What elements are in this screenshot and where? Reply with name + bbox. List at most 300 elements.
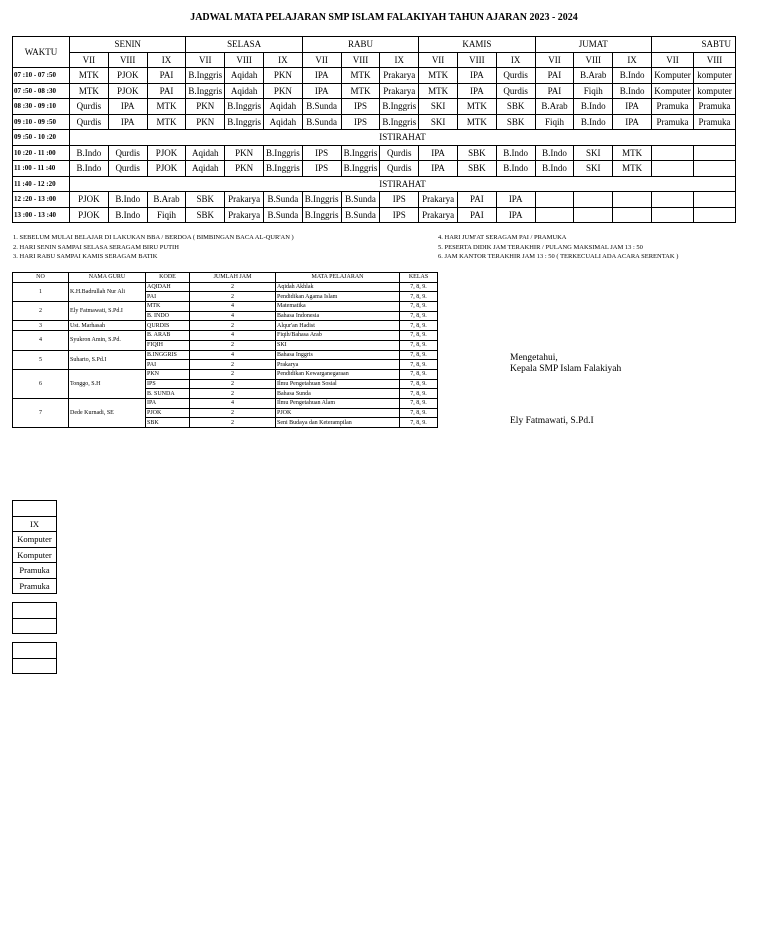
fragment-gap bbox=[13, 634, 57, 643]
class-header: VIII bbox=[574, 52, 613, 68]
class-header: VII bbox=[70, 52, 109, 68]
subject-code: PAI bbox=[146, 292, 190, 302]
time-cell: 12 :20 - 13 :00 bbox=[13, 192, 70, 208]
subject-cell: PKN bbox=[225, 161, 264, 177]
subject-cell: Pramuka bbox=[693, 114, 735, 130]
subject-code: PJOK bbox=[146, 408, 190, 418]
subject-cell bbox=[613, 192, 652, 208]
subject-classes: 7, 8, 9. bbox=[400, 379, 438, 389]
subject-cell: PAI bbox=[457, 207, 496, 223]
class-header: VII bbox=[651, 52, 693, 68]
teacher-name: Tonggo, S.H bbox=[69, 369, 146, 398]
period-row bbox=[13, 99, 736, 115]
subject-cell: IPA bbox=[419, 161, 458, 177]
subject-hours: 4 bbox=[190, 350, 276, 360]
subject-name: Alqur'an Hadist bbox=[276, 321, 400, 331]
fragment-row bbox=[13, 618, 57, 634]
note-line: 2. HARI SENIN SAMPAI SELASA SERAGAM BIRU PUTIH bbox=[13, 243, 179, 251]
subject-cell: komputer bbox=[693, 83, 735, 99]
subject-cell: Qurdis bbox=[380, 161, 419, 177]
subject-hours: 2 bbox=[190, 408, 276, 418]
fragment-table bbox=[12, 500, 57, 674]
subject-cell: Qurdis bbox=[70, 114, 109, 130]
note-line: 6. JAM KANTOR TERAKHIR JAM 13 : 50 ( TERKECUALI ADA ACARA SERENTAK ) bbox=[438, 253, 679, 260]
period-row bbox=[13, 68, 736, 84]
subject-name: Pendidikan Agama Islam bbox=[276, 292, 400, 302]
subject-cell: IPS bbox=[380, 192, 419, 208]
teacher-col-header: KELAS bbox=[400, 273, 438, 283]
fragment-cell: Pramuka bbox=[13, 563, 57, 579]
period-row bbox=[13, 161, 736, 177]
class-header: VIII bbox=[457, 52, 496, 68]
subject-code: AQIDAH bbox=[146, 282, 190, 292]
subject-hours: 2 bbox=[190, 369, 276, 379]
subject-cell: Aqidah bbox=[186, 161, 225, 177]
subject-hours: 2 bbox=[190, 292, 276, 302]
subject-cell: B.Inggris bbox=[341, 161, 380, 177]
subject-cell: PAI bbox=[457, 192, 496, 208]
subject-classes: 7, 8, 9. bbox=[400, 282, 438, 292]
subject-code: IPS bbox=[146, 379, 190, 389]
subject-cell bbox=[693, 161, 735, 177]
subject-cell bbox=[651, 161, 693, 177]
subject-cell: komputer bbox=[693, 68, 735, 84]
period-row bbox=[13, 83, 736, 99]
subject-code: B. INDO bbox=[146, 311, 190, 321]
note-line: 1. SEBELUM MULAI BELAJAR DI LAKUKAN BBA / BERDOA ( BIMBINGAN BACA AL-QUR'AN ) bbox=[13, 234, 294, 241]
subject-name: Ilmu Pengetahuan Alam bbox=[276, 398, 400, 408]
teacher-row bbox=[13, 369, 438, 379]
fragment-row bbox=[13, 603, 57, 619]
subject-name: Aqidah Akhlak bbox=[276, 282, 400, 292]
fragment-row bbox=[13, 634, 57, 643]
subject-cell: PAI bbox=[535, 83, 574, 99]
teacher-row bbox=[13, 302, 438, 312]
subject-classes: 7, 8, 9. bbox=[400, 311, 438, 321]
subject-code: PAI bbox=[146, 360, 190, 370]
subject-cell: B.Indo bbox=[535, 145, 574, 161]
fragment-cell: Komputer bbox=[13, 532, 57, 548]
subject-classes: 7, 8, 9. bbox=[400, 360, 438, 370]
subject-cell: MTK bbox=[457, 114, 496, 130]
notes-left bbox=[13, 233, 294, 262]
time-cell: 13 :00 - 13 :40 bbox=[13, 207, 70, 223]
day-header: SENIN bbox=[70, 37, 186, 53]
time-cell: 09 :10 - 09 :50 bbox=[13, 114, 70, 130]
break-row bbox=[13, 176, 736, 192]
subject-hours: 2 bbox=[190, 340, 276, 350]
subject-cell: Qurdis bbox=[108, 161, 147, 177]
teacher-col-header: JUMLAH JAM bbox=[190, 273, 276, 283]
subject-cell: MTK bbox=[341, 83, 380, 99]
subject-hours: 2 bbox=[190, 379, 276, 389]
subject-cell: MTK bbox=[341, 68, 380, 84]
subject-cell: IPS bbox=[341, 114, 380, 130]
subject-hours: 4 bbox=[190, 331, 276, 341]
fragment-row bbox=[13, 563, 57, 579]
subject-cell: PJOK bbox=[70, 207, 109, 223]
subject-cell: B.Sunda bbox=[263, 192, 302, 208]
subject-cell: Aqidah bbox=[263, 114, 302, 130]
subject-cell: MTK bbox=[70, 83, 109, 99]
time-cell: 09 :50 - 10 :20 bbox=[13, 130, 70, 146]
subject-cell: Fiqih bbox=[147, 207, 186, 223]
subject-cell: B.Arab bbox=[147, 192, 186, 208]
subject-code: FIQIH bbox=[146, 340, 190, 350]
subject-cell: PKN bbox=[186, 114, 225, 130]
subject-name: SKI bbox=[276, 340, 400, 350]
subject-name: Fiqih/Bahasa Arab bbox=[276, 331, 400, 341]
subject-name: Prakarya bbox=[276, 360, 400, 370]
subject-cell: Prakarya bbox=[380, 68, 419, 84]
subject-cell: B.Indo bbox=[613, 68, 652, 84]
subject-name: Bahasa Indonesia bbox=[276, 311, 400, 321]
subject-cell: PJOK bbox=[108, 83, 147, 99]
class-header: IX bbox=[613, 52, 652, 68]
note-line: 5. PESERTA DIDIK JAM TERAKHIR / PULANG MAKSIMAL JAM 13 : 50 bbox=[438, 243, 643, 251]
subject-cell bbox=[693, 145, 735, 161]
period-row bbox=[13, 145, 736, 161]
subject-classes: 7, 8, 9. bbox=[400, 350, 438, 360]
waktu-header: WAKTU bbox=[13, 37, 70, 68]
subject-cell: SKI bbox=[419, 114, 458, 130]
subject-cell: Fiqih bbox=[574, 83, 613, 99]
subject-cell: Pramuka bbox=[651, 99, 693, 115]
day-header: RABU bbox=[302, 37, 418, 53]
time-cell: 11 :00 - 11 :40 bbox=[13, 161, 70, 177]
subject-cell: PJOK bbox=[147, 145, 186, 161]
period-row bbox=[13, 192, 736, 208]
notes-right bbox=[438, 233, 678, 262]
subject-cell: Pramuka bbox=[651, 114, 693, 130]
subject-cell: B.Indo bbox=[496, 161, 535, 177]
day-header: SELASA bbox=[186, 37, 302, 53]
fragment-gap bbox=[13, 594, 57, 603]
teacher-col-header: MATA PELAJARAN bbox=[276, 273, 400, 283]
subject-cell bbox=[535, 207, 574, 223]
subject-cell: B.Inggris bbox=[186, 68, 225, 84]
fragment-empty-cell bbox=[13, 643, 57, 659]
subject-cell: MTK bbox=[419, 68, 458, 84]
class-header: IX bbox=[263, 52, 302, 68]
subject-cell: B.Sunda bbox=[263, 207, 302, 223]
period-row bbox=[13, 207, 736, 223]
subject-cell bbox=[693, 192, 735, 208]
subject-hours: 4 bbox=[190, 398, 276, 408]
day-header: JUMAT bbox=[535, 37, 651, 53]
fragment-cell: Komputer bbox=[13, 547, 57, 563]
class-header: VII bbox=[419, 52, 458, 68]
fragment-row bbox=[13, 594, 57, 603]
subject-cell: MTK bbox=[147, 99, 186, 115]
subject-name: PJOK bbox=[276, 408, 400, 418]
subject-cell: IPA bbox=[302, 68, 341, 84]
subject-hours: 2 bbox=[190, 389, 276, 399]
break-cell: ISTIRAHAT bbox=[70, 176, 736, 192]
subject-classes: 7, 8, 9. bbox=[400, 340, 438, 350]
subject-cell: Prakarya bbox=[419, 207, 458, 223]
fragment-row bbox=[13, 516, 57, 532]
subject-cell: IPA bbox=[613, 114, 652, 130]
subject-name: Seni Budaya dan Keterampilan bbox=[276, 418, 400, 428]
fragment-empty-cell bbox=[13, 658, 57, 674]
subject-cell bbox=[651, 145, 693, 161]
class-header: IX bbox=[147, 52, 186, 68]
teacher-row bbox=[13, 282, 438, 292]
subject-cell: B.Inggris bbox=[380, 114, 419, 130]
subject-name: Matematika bbox=[276, 302, 400, 312]
subject-cell: Prakarya bbox=[225, 207, 264, 223]
subject-name: Bahasa Sunda bbox=[276, 389, 400, 399]
class-header: IX bbox=[380, 52, 419, 68]
teacher-no: 1 bbox=[13, 282, 69, 301]
subject-name: Ilmu Pengetahuan Sosial bbox=[276, 379, 400, 389]
subject-cell: B.Indo bbox=[496, 145, 535, 161]
fragment-row bbox=[13, 643, 57, 659]
day-header: SABTU bbox=[651, 37, 735, 53]
teacher-name: Dede Kurnadi, SE bbox=[69, 398, 146, 427]
teacher-name: Ust. Marhasah bbox=[69, 321, 146, 331]
subject-hours: 2 bbox=[190, 360, 276, 370]
subject-cell: B.Inggris bbox=[302, 192, 341, 208]
fragment-header: IX bbox=[13, 516, 57, 532]
teacher-row bbox=[13, 331, 438, 341]
subject-cell: Qurdis bbox=[70, 99, 109, 115]
time-cell: 10 :20 - 11 :00 bbox=[13, 145, 70, 161]
subject-cell: MTK bbox=[70, 68, 109, 84]
subject-cell: PKN bbox=[263, 83, 302, 99]
subject-cell: SBK bbox=[186, 207, 225, 223]
subject-cell: B.Sunda bbox=[302, 114, 341, 130]
subject-cell: IPA bbox=[302, 83, 341, 99]
fragment-empty-cell bbox=[13, 603, 57, 619]
subject-cell bbox=[574, 192, 613, 208]
subject-code: MTK bbox=[146, 302, 190, 312]
signature-line1: Mengetahui, bbox=[510, 353, 558, 363]
fragment-row bbox=[13, 658, 57, 674]
subject-cell: PKN bbox=[263, 68, 302, 84]
subject-cell: B.Inggris bbox=[380, 99, 419, 115]
subject-classes: 7, 8, 9. bbox=[400, 389, 438, 399]
subject-code: B. ARAB bbox=[146, 331, 190, 341]
class-header: VIII bbox=[693, 52, 735, 68]
subject-cell: B.Inggris bbox=[341, 145, 380, 161]
subject-cell: PKN bbox=[186, 99, 225, 115]
subject-cell: MTK bbox=[419, 83, 458, 99]
subject-cell: PJOK bbox=[147, 161, 186, 177]
subject-hours: 2 bbox=[190, 282, 276, 292]
subject-cell bbox=[613, 207, 652, 223]
subject-cell: PAI bbox=[147, 83, 186, 99]
subject-cell: B.Inggris bbox=[263, 145, 302, 161]
subject-classes: 7, 8, 9. bbox=[400, 408, 438, 418]
subject-cell: PJOK bbox=[70, 192, 109, 208]
subject-cell: IPA bbox=[613, 99, 652, 115]
fragment-row bbox=[13, 532, 57, 548]
subject-cell: MTK bbox=[613, 145, 652, 161]
subject-cell: Prakarya bbox=[225, 192, 264, 208]
subject-cell: MTK bbox=[613, 161, 652, 177]
subject-cell: B.Inggris bbox=[263, 161, 302, 177]
subject-code: PKN bbox=[146, 369, 190, 379]
subject-cell: Qurdis bbox=[380, 145, 419, 161]
subject-classes: 7, 8, 9. bbox=[400, 321, 438, 331]
subject-cell: SKI bbox=[419, 99, 458, 115]
subject-cell: Aqidah bbox=[225, 68, 264, 84]
teacher-col-header: NO bbox=[13, 273, 69, 283]
subject-cell: SKI bbox=[574, 145, 613, 161]
subject-cell: IPS bbox=[341, 99, 380, 115]
subject-classes: 7, 8, 9. bbox=[400, 418, 438, 428]
time-cell: 07 :10 - 07 :50 bbox=[13, 68, 70, 84]
subject-cell: SBK bbox=[496, 114, 535, 130]
subject-cell: PKN bbox=[225, 145, 264, 161]
subject-cell: Qurdis bbox=[108, 145, 147, 161]
subject-name: Pendidikan Kewarganegaraan bbox=[276, 369, 400, 379]
teacher-table bbox=[12, 272, 438, 428]
subject-cell: B.Arab bbox=[574, 68, 613, 84]
class-header: VIII bbox=[108, 52, 147, 68]
teacher-no: 2 bbox=[13, 302, 69, 321]
subject-cell: IPA bbox=[496, 192, 535, 208]
subject-cell: IPA bbox=[457, 68, 496, 84]
subject-cell: MTK bbox=[457, 99, 496, 115]
subject-cell: B.Indo bbox=[70, 161, 109, 177]
subject-cell: Pramuka bbox=[693, 99, 735, 115]
document-title: JADWAL MATA PELAJARAN SMP ISLAM FALAKIYAH TAHUN AJARAN 2023 - 2024 bbox=[190, 12, 578, 23]
subject-cell: Komputer bbox=[651, 83, 693, 99]
subject-code: SBK bbox=[146, 418, 190, 428]
teacher-no: 3 bbox=[13, 321, 69, 331]
time-cell: 11 :40 - 12 :20 bbox=[13, 176, 70, 192]
teacher-name: Syukron Amin, S.Pd. bbox=[69, 331, 146, 350]
subject-cell bbox=[535, 192, 574, 208]
subject-cell: B.Indo bbox=[574, 99, 613, 115]
subject-cell: Komputer bbox=[651, 68, 693, 84]
teacher-no: 6 bbox=[13, 369, 69, 398]
teacher-col-header: NAMA GURU bbox=[69, 273, 146, 283]
subject-cell: B.Indo bbox=[535, 161, 574, 177]
teacher-table-header bbox=[13, 273, 438, 283]
teacher-no: 5 bbox=[13, 350, 69, 369]
subject-cell: SBK bbox=[457, 145, 496, 161]
subject-cell: IPA bbox=[457, 83, 496, 99]
teacher-name: K.H.Badrullah Nur Ali bbox=[69, 282, 146, 301]
subject-classes: 7, 8, 9. bbox=[400, 292, 438, 302]
signature-name: Ely Fatmawati, S.Pd.I bbox=[510, 416, 594, 426]
teacher-row bbox=[13, 398, 438, 408]
fragment-row bbox=[13, 547, 57, 563]
class-header: IX bbox=[496, 52, 535, 68]
teacher-no: 4 bbox=[13, 331, 69, 350]
class-header-row bbox=[13, 52, 736, 68]
subject-cell: Fiqih bbox=[535, 114, 574, 130]
fragment-empty-cell bbox=[13, 501, 57, 517]
subject-cell: MTK bbox=[147, 114, 186, 130]
time-cell: 08 :30 - 09 :10 bbox=[13, 99, 70, 115]
signature-line2: Kepala SMP Islam Falakiyah bbox=[510, 364, 622, 374]
class-header: VII bbox=[535, 52, 574, 68]
subject-cell: B.Arab bbox=[535, 99, 574, 115]
subject-cell: IPA bbox=[496, 207, 535, 223]
subject-cell: IPA bbox=[419, 145, 458, 161]
subject-cell: IPS bbox=[302, 145, 341, 161]
fragment-row bbox=[13, 501, 57, 517]
subject-cell bbox=[651, 207, 693, 223]
teacher-name: Suharto, S.Pd.I bbox=[69, 350, 146, 369]
subject-cell: PJOK bbox=[108, 68, 147, 84]
subject-cell: Prakarya bbox=[419, 192, 458, 208]
subject-cell: B.Sunda bbox=[302, 99, 341, 115]
subject-cell: SBK bbox=[186, 192, 225, 208]
subject-hours: 4 bbox=[190, 302, 276, 312]
subject-cell: PAI bbox=[147, 68, 186, 84]
subject-cell: IPA bbox=[108, 114, 147, 130]
subject-classes: 7, 8, 9. bbox=[400, 331, 438, 341]
class-header: VIII bbox=[341, 52, 380, 68]
note-line: 3. HARI RABU SAMPAI KAMIS SERAGAM BATIK bbox=[13, 253, 158, 260]
subject-cell: SBK bbox=[496, 99, 535, 115]
subject-cell: B.Indo bbox=[70, 145, 109, 161]
subject-cell: Qurdis bbox=[496, 83, 535, 99]
subject-cell bbox=[574, 207, 613, 223]
subject-code: B. SUNDA bbox=[146, 389, 190, 399]
subject-cell: B.Inggris bbox=[225, 114, 264, 130]
subject-cell bbox=[651, 192, 693, 208]
subject-cell: IPS bbox=[302, 161, 341, 177]
subject-code: B.INGGRIS bbox=[146, 350, 190, 360]
subject-cell: B.Inggris bbox=[186, 83, 225, 99]
day-header: KAMIS bbox=[419, 37, 535, 53]
class-header: VIII bbox=[225, 52, 264, 68]
subject-cell: B.Indo bbox=[108, 192, 147, 208]
subject-cell: SBK bbox=[457, 161, 496, 177]
note-line: 4. HARI JUM'AT SERAGAM PAI / PRAMUKA bbox=[438, 234, 567, 241]
subject-code: QURDIS bbox=[146, 321, 190, 331]
subject-cell: PAI bbox=[535, 68, 574, 84]
teacher-row bbox=[13, 350, 438, 360]
subject-cell: Prakarya bbox=[380, 83, 419, 99]
teacher-col-header: KODE bbox=[146, 273, 190, 283]
subject-cell: Qurdis bbox=[496, 68, 535, 84]
subject-cell: B.Indo bbox=[574, 114, 613, 130]
class-header: VII bbox=[186, 52, 225, 68]
subject-cell: Aqidah bbox=[186, 145, 225, 161]
signature-block bbox=[510, 353, 621, 375]
schedule-table bbox=[12, 36, 736, 223]
subject-cell: Aqidah bbox=[263, 99, 302, 115]
class-header: VII bbox=[302, 52, 341, 68]
fragment-cell: Pramuka bbox=[13, 578, 57, 594]
teacher-name: Ely Fatmawati, S.Pd.I bbox=[69, 302, 146, 321]
fragment-row bbox=[13, 578, 57, 594]
subject-cell: B.Inggris bbox=[302, 207, 341, 223]
subject-cell: B.Indo bbox=[108, 207, 147, 223]
subject-cell: B.Sunda bbox=[341, 207, 380, 223]
subject-name: Bahasa Inggris bbox=[276, 350, 400, 360]
subject-hours: 4 bbox=[190, 311, 276, 321]
subject-cell: SKI bbox=[574, 161, 613, 177]
teacher-row bbox=[13, 321, 438, 331]
subject-cell: IPA bbox=[108, 99, 147, 115]
subject-cell: B.Indo bbox=[613, 83, 652, 99]
subject-cell bbox=[693, 207, 735, 223]
subject-classes: 7, 8, 9. bbox=[400, 302, 438, 312]
teacher-no: 7 bbox=[13, 398, 69, 427]
subject-cell: B.Sunda bbox=[341, 192, 380, 208]
subject-code: IPA bbox=[146, 398, 190, 408]
subject-cell: B.Inggris bbox=[225, 99, 264, 115]
